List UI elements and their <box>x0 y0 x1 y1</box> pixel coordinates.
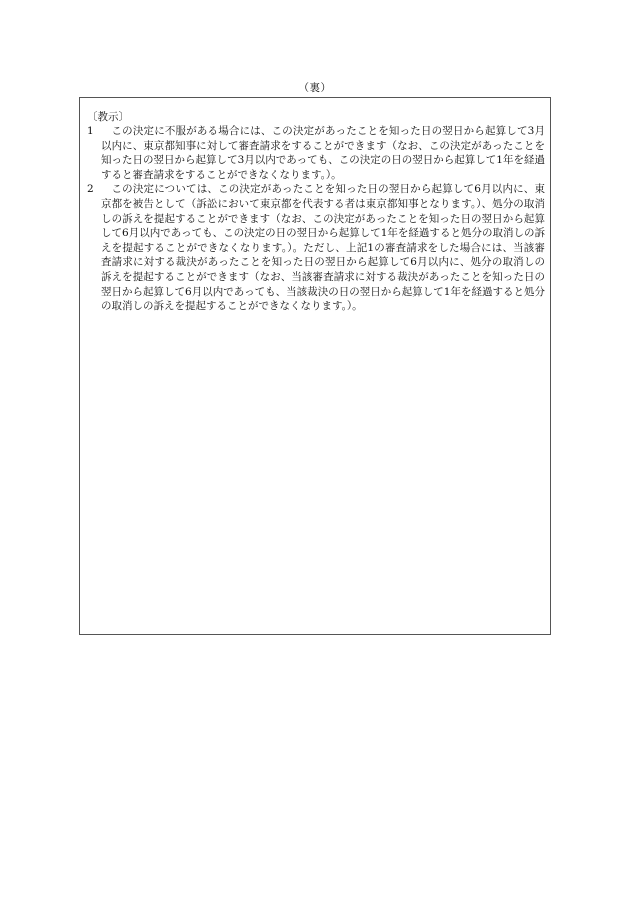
instruction-item-1 <box>87 124 545 182</box>
item-text: この決定に不服がある場合には、この決定があったことを知った日の翌日から起算して3月以内に、東京都知事に対して審査請求をすることができます（なお、この決定があったことを知った日の翌日から起算して3月以内であっても、この決定の日の翌日から起算して1年を経過すると審査請求をすることができなくなります。）。 <box>101 125 545 181</box>
instruction-item-2 <box>87 182 545 313</box>
item-text: この決定については、この決定があったことを知った日の翌日から起算して6月以内に、東京都を被告として（訴訟において東京都を代表する者は東京都知事となります。）、処分の取消しの訴えを提起することができます（なお、この決定があったことを知った日の翌日から起算して6月以内であっても、この決定の日の翌日から起算して1年を経過すると処分の取消しの訴えを提起することができなくなります。）。ただし、上記1の審査請求をした場合には、当該審査請求に対する裁決があったことを知った日の翌日から起算して6月以内に、処分の取消しの訴えを提起することができます（なお、当該審査請求に対する裁決があったことを知った日の翌日から起算して6月以内であっても、当該裁決の日の翌日から起算して1年を経過すると処分の取消しの訴えを提起することができなくなります。）。 <box>101 183 545 313</box>
item-number: 2 <box>87 183 94 196</box>
item-number: 1 <box>87 125 94 137</box>
page-side-label: （裏） <box>298 82 332 94</box>
instruction-heading: 〔教示〕 <box>87 111 129 123</box>
instruction-box <box>79 97 551 635</box>
